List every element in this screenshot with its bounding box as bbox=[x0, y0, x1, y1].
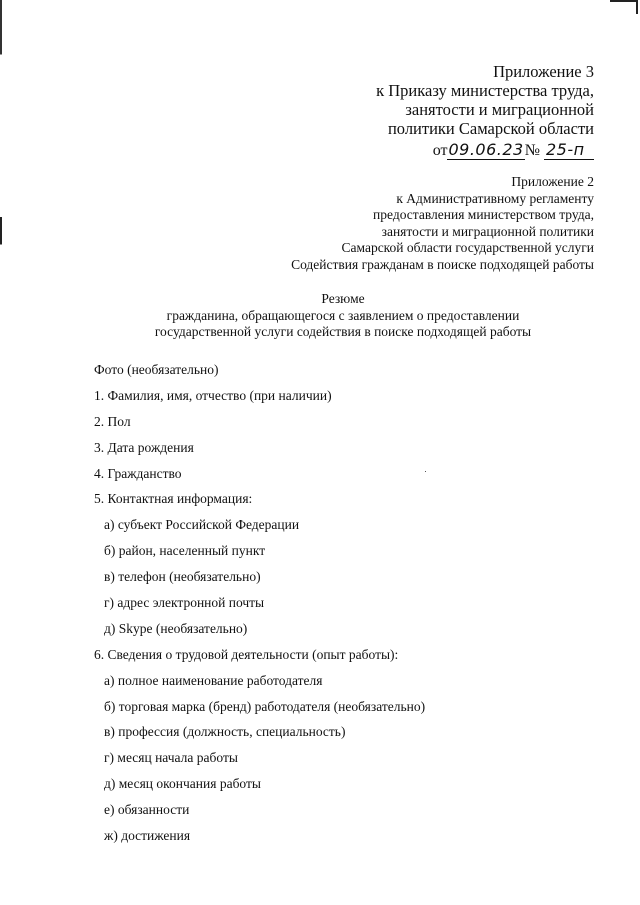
scan-edge-left bbox=[0, 0, 2, 905]
field-birth-date: 3. Дата рождения bbox=[94, 439, 194, 455]
scan-edge-right bbox=[636, 0, 638, 14]
field-photo: Фото (необязательно) bbox=[94, 362, 219, 377]
appendix-2-block bbox=[291, 174, 594, 273]
resume-heading bbox=[0, 291, 640, 341]
field-end-month: д) месяц окончания работы bbox=[104, 776, 261, 792]
appendix-3-title: Приложение 3 bbox=[493, 62, 594, 81]
field-contact-phone: в) телефон (необязательно) bbox=[104, 569, 261, 585]
appendix-2-line: к Административному регламенту bbox=[396, 190, 594, 206]
field-start-month: г) месяц начала работы bbox=[104, 750, 238, 766]
resume-title: Резюме bbox=[321, 291, 365, 306]
appendix-3-line: политики Самарской области bbox=[387, 119, 594, 138]
appendix-2-line: занятости и миграционной политики bbox=[381, 223, 594, 239]
field-citizenship: 4. Гражданство bbox=[94, 465, 182, 481]
order-prefix: от bbox=[432, 142, 448, 159]
field-contact-info: 5. Контактная информация: bbox=[94, 491, 253, 507]
field-contact-locality: б) район, населенный пункт bbox=[104, 543, 266, 559]
field-contact-email: г) адрес электронной почты bbox=[104, 595, 265, 611]
order-date: 09.06.23 bbox=[448, 140, 524, 159]
order-number-label: № bbox=[524, 142, 540, 159]
field-full-name: 1. Фамилия, имя, отчество (при наличии) bbox=[94, 387, 332, 403]
field-contact-skype: д) Skype (необязательно) bbox=[104, 620, 248, 636]
appendix-3-block bbox=[376, 62, 594, 138]
resume-fields-list bbox=[94, 362, 425, 854]
field-employer-name: а) полное наименование работодателя bbox=[104, 672, 323, 688]
field-contact-region: а) субъект Российской Федерации bbox=[104, 517, 300, 533]
order-number: 25-п bbox=[544, 140, 594, 160]
scan-speck bbox=[425, 471, 426, 472]
field-duties: е) обязанности bbox=[104, 802, 190, 818]
appendix-3-line: к Приказу министерства труда, bbox=[376, 81, 594, 100]
resume-subtitle-line: гражданина, обращающегося с заявлением о предоставлении bbox=[166, 307, 520, 323]
appendix-2-line: Содействия гражданам в поиске подходящей работы bbox=[291, 256, 594, 272]
field-employer-brand: б) торговая марка (бренд) работодателя (необязательно) bbox=[104, 698, 426, 714]
appendix-2-line: предоставления министерством труда, bbox=[373, 207, 594, 222]
field-gender: 2. Пол bbox=[94, 413, 131, 429]
resume-subtitle-line: государственной услуги содействия в поиске подходящей работы bbox=[154, 324, 532, 339]
field-achievements: ж) достижения bbox=[104, 828, 191, 844]
order-date-number-line bbox=[433, 140, 594, 160]
appendix-2-title: Приложение 2 bbox=[511, 174, 594, 189]
appendix-3-line: занятости и миграционной bbox=[405, 100, 594, 119]
field-work-experience: 6. Сведения о трудовой деятельности (опыт работы): bbox=[94, 646, 399, 662]
appendix-2-line: Самарской области государственной услуги bbox=[341, 240, 594, 255]
field-profession: в) профессия (должность, специальность) bbox=[104, 724, 346, 740]
scan-edge-top bbox=[610, 0, 636, 2]
